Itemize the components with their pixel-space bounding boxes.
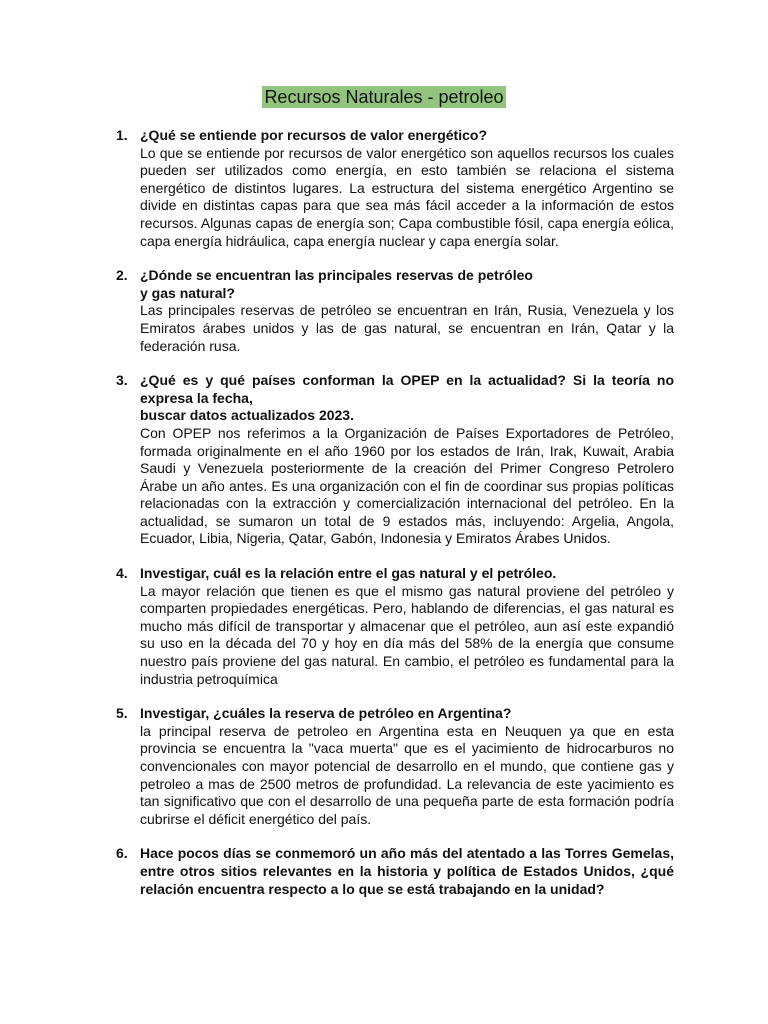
question-text [140, 372, 674, 425]
question-line: Investigar, ¿cuáles la reserva de petróleo en Argentina? [140, 705, 512, 722]
question-item-2 [112, 267, 674, 355]
question-line: buscar datos actualizados 2023. [140, 407, 354, 424]
question-item-4 [112, 565, 674, 688]
answer-text: la principal reserva de petroleo en Argentina esta en Neuquen ya que en esta provincia se encuentra la "vaca muerta" que es el yacimiento de hidrocarburos no convencionales con mayor potencial de desarrollo en el mundo, que contiene gas y petroleo a mas de 2500 metros de profundidad. La relevancia de este yacimiento es tan significativo que con el desarrollo de una pequeña parte de esta formación podría cubrirse el déficit energético del país. [140, 722, 674, 827]
question-line: Hace pocos días se conmemoró un año más del atentado a las Torres Gemelas, entre otros sitios relevantes en la historia y política de Estados Unidos, ¿qué relación encuentra respecto a lo que se está trabajando en la unidad? [140, 845, 674, 897]
question-item-3 [112, 372, 674, 548]
question-line: ¿Dónde se encuentran las principales reservas de petróleo [140, 267, 533, 284]
question-line: ¿Qué es y qué países conforman la OPEP en la actualidad? Si la teoría no expresa la fecha, [140, 372, 674, 406]
answer-text: Con OPEP nos referimos a la Organización de Países Exportadores de Petróleo, formada originalmente en el año 1960 por los estados de Irán, Irak, Kuwait, Arabia Saudi y Venezuela posteriormente de la creación del Primer Congreso Petrolero Árabe un año antes. Es una organización con el fin de coordinar sus propias políticas relacionadas con la extracción y comercialización internacional del petróleo. En la actualidad, se sumaron un total de 9 estados más, incluyendo: Argelia, Angola, Ecuador, Libia, Nigeria, Qatar, Gabón, Indonesia y Emiratos Árabes Unidos. [140, 424, 674, 547]
question-number: 1. [116, 127, 128, 143]
answer-text: Lo que se entiende por recursos de valor energético son aquellos recursos los cuales pueden ser utilizados como energía, en esto también se relaciona el sistema energético de distintos lugares. La estructura del sistema energético Argentino se divide en distintas capas para que sea más fácil acceder a la información de estos recursos. Algunas capas de energía son; Capa combustible fósil, capa energía eólica, capa energía hidráulica, capa energía nuclear y capa energía solar. [140, 144, 674, 249]
question-number: 3. [116, 372, 128, 389]
question-list [112, 127, 674, 915]
question-line: ¿Qué se entiende por recursos de valor energético? [140, 127, 487, 143]
question-number: 6. [116, 845, 128, 862]
question-item-6 [112, 845, 674, 898]
question-number: 4. [116, 565, 128, 582]
title-container [0, 86, 768, 108]
question-item-5 [112, 705, 674, 828]
question-number: 2. [116, 267, 128, 284]
question-item-1 [112, 127, 674, 250]
answer-text: Las principales reservas de petróleo se encuentran en Irán, Rusia, Venezuela y los Emiratos árabes unidos y las de gas natural, se encuentran en Irán, Qatar y la federación rusa. [140, 302, 674, 354]
question-number: 5. [116, 705, 128, 722]
question-line: Investigar, cuál es la relación entre el gas natural y el petróleo. [140, 565, 557, 582]
question-text [140, 565, 674, 583]
answer-text: La mayor relación que tienen es que el mismo gas natural proviene del petróleo y comparten propiedades energéticas. Pero, hablando de diferencias, el gas natural es mucho más difícil de transportar y almacenar que el petróleo, aun así este expandió su uso en la década del 70 y hoy en día más del 58% de la energía que consume nuestro país proviene del gas natural. En cambio, el petróleo es fundamental para la industria petroquímica [140, 582, 674, 687]
question-text [140, 127, 674, 145]
document-title: Recursos Naturales - petroleo [264, 87, 504, 107]
question-text [140, 705, 674, 723]
question-text [140, 267, 674, 302]
question-text [140, 845, 674, 898]
question-line: y gas natural? [140, 284, 235, 301]
